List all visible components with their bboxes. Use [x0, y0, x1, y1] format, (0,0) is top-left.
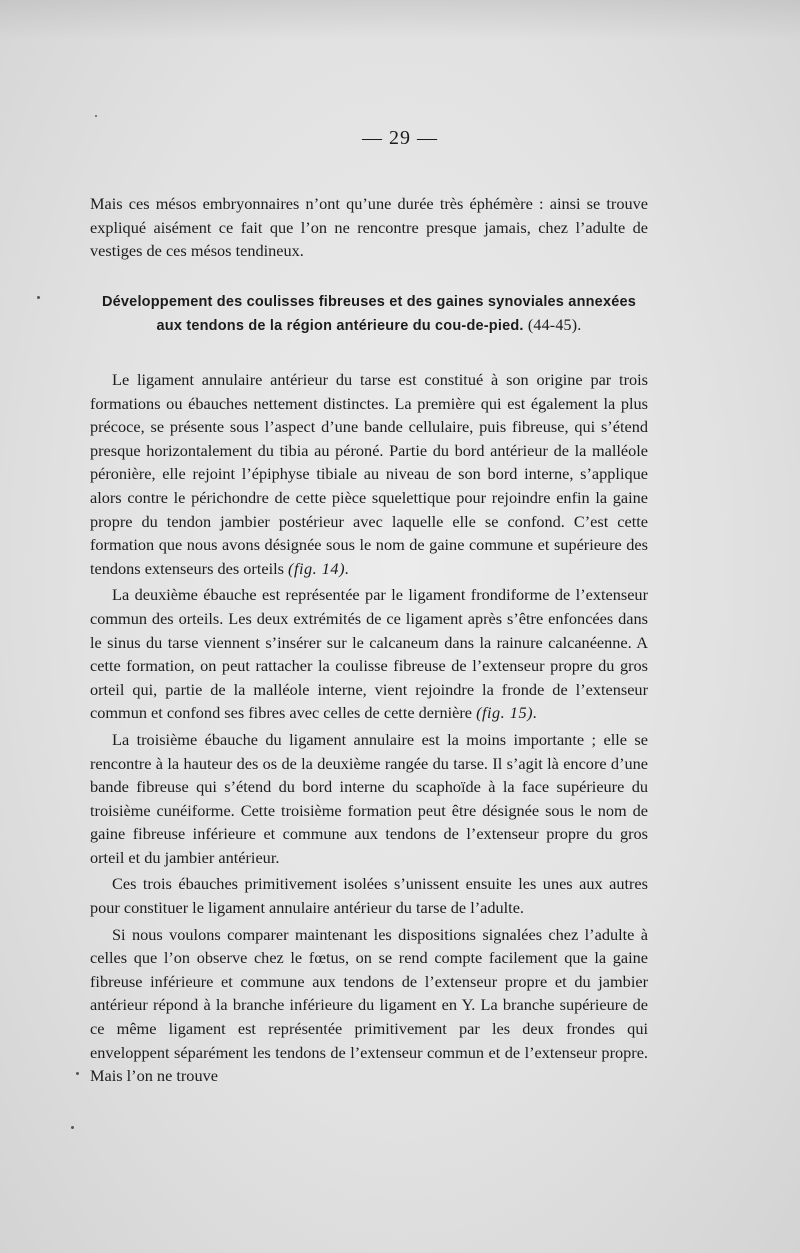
- section-title: Développement des coulisses fibreuses et des gaines synoviales annexées aux tendons de la région antérieure du cou-de-pied.: [101, 294, 637, 334]
- scan-speck: [37, 296, 40, 299]
- scan-speck: [71, 1126, 74, 1129]
- figure-reference: (fig. 14).: [288, 558, 350, 578]
- paragraph-text: La deuxième ébauche est représentée par le ligament frondiforme de l’extenseur commun des orteils. Les deux extrémités de ce ligament après s’être enfoncées dans le sinus du tarse viennent s’insérer sur le calcaneum dans la rainure calcanéenne. A cette formation, on peut rattacher la coulisse fibreuse de l’extenseur propre du gros orteil qui, partie de la malléole interne, vient rejoindre la fronde de l’extenseur commun et confond ses fibres avec celles de cette dernière: [90, 585, 648, 723]
- paragraph-comparison: [90, 923, 648, 1088]
- page-number: — 29 —: [362, 127, 438, 149]
- paragraph-third-ebauche: [90, 728, 648, 870]
- scan-speck: [95, 115, 97, 117]
- section-figure-ref: (44-45).: [527, 317, 582, 334]
- paragraph-text: Ces trois ébauches primitivement isolées s’unissent ensuite les unes aux autres pour constituer le ligament annulaire antérieur du tarse de l’adulte.: [90, 874, 648, 918]
- paragraph-second-ebauche: [90, 583, 648, 725]
- paragraph-ligament-origin: [90, 368, 648, 580]
- paragraph-text: La troisième ébauche du ligament annulaire est la moins importante ; elle se rencontre à la hauteur des os de la deuxième rangée du tarse. Il s’agit là encore d’une bande fibreuse qui s’étend du bord interne du scaphoïde à la face supérieure du troisième cunéiforme. Cette troisième formation peut être désignée sous le nom de gaine fibreuse inférieure et commune aux tendons de l’extenseur propre du gros orteil et du jambier antérieur.: [90, 729, 648, 867]
- paragraph-text: Si nous voulons comparer maintenant les dispositions signalées chez l’adulte à celles que l’on observe chez le fœtus, on se rend compte facilement que la gaine fibreuse inférieure et commune aux tendons de l’extenseur propre et du jambier antérieur répond à la branche inférieure du ligament en Y. La branche supérieure de ce même ligament est représentée primitivement par les deux frondes qui enveloppent séparément les tendons de l’extenseur commun et de l’extenseur propre. Mais l’on ne trouve: [90, 924, 648, 1086]
- scan-speck: [76, 1072, 79, 1075]
- section-heading: [90, 290, 648, 338]
- intro-paragraph: Mais ces mésos embryonnaires n’ont qu’une durée très éphémère : ainsi se trouve expliqué aisément ce fait que l’on ne rencontre presque jamais, chez l’adulte de vestiges de ces mésos tendineux.: [90, 194, 648, 261]
- figure-reference: (fig. 15).: [476, 703, 538, 723]
- body-text: [90, 368, 648, 1088]
- paragraph-text: Le ligament annulaire antérieur du tarse est constitué à son origine par trois formations ou ébauches nettement distinctes. La première qui est également la plus précoce, se présente sous l’aspect d’une bande cellulaire, puis fibreuse, qui s’étend presque horizontalement du tibia au péroné. Partie du bord antérieur de la malléole péronière, elle rejoint l’épiphyse tibiale au niveau de son bord interne, s’applique alors contre le périchondre de cette pièce squelettique pour rejoindre enfin la gaine propre du tendon jambier postérieur avec laquelle elle se confond. C’est cette formation que nous avons désignée sous le nom de gaine commune et supérieure des tendons extenseurs des orteils: [90, 370, 648, 578]
- paragraph-union: [90, 872, 648, 919]
